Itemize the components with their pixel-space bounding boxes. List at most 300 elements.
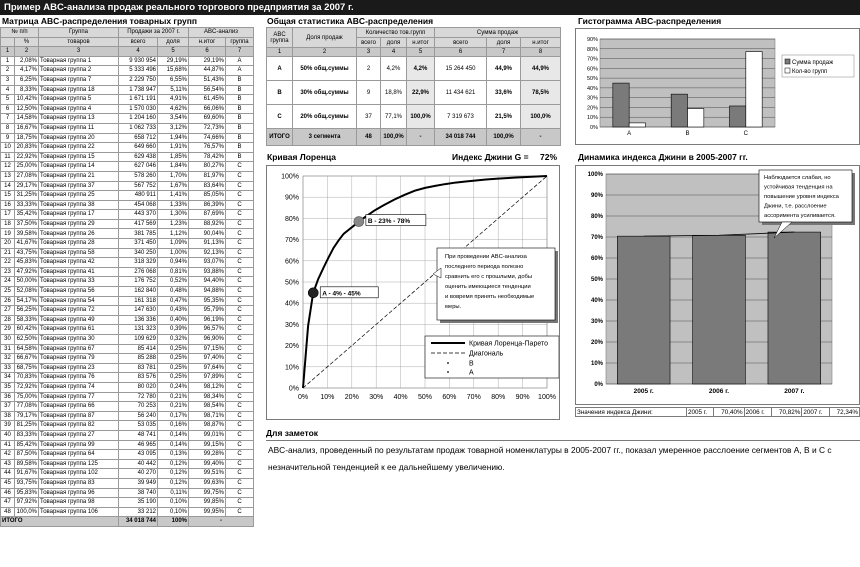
table-row bbox=[1, 411, 254, 421]
stats-cell: 9 bbox=[357, 81, 381, 105]
matrix-cell: C bbox=[226, 267, 254, 277]
matrix-cell: 90,04% bbox=[189, 229, 226, 239]
matrix-cell: 99,40% bbox=[189, 459, 226, 469]
matrix-cell: 2,08% bbox=[15, 56, 39, 66]
matrix-cell: Товарная группа 18 bbox=[39, 85, 119, 95]
histogram-chart bbox=[576, 29, 859, 144]
matrix-total-cell: 34 018 744 bbox=[119, 517, 158, 527]
matrix-cell: 83 781 bbox=[119, 363, 158, 373]
matrix-cell: 61,45% bbox=[189, 95, 226, 105]
table-row bbox=[1, 287, 254, 297]
matrix-cell: 20 bbox=[1, 239, 15, 249]
matrix-cell: 1 062 733 bbox=[119, 123, 158, 133]
matrix-cell: 12 bbox=[1, 162, 15, 172]
matrix-cell: 70,83% bbox=[15, 373, 39, 383]
matrix-cell: Товарная группа 76 bbox=[39, 373, 119, 383]
table-row bbox=[1, 363, 254, 373]
note-line: Джини, т.е. расслоение bbox=[764, 203, 827, 210]
y-tick-label: 60% bbox=[586, 66, 598, 73]
matrix-cell: 35 190 bbox=[119, 498, 158, 508]
matrix-cell: 80,27% bbox=[189, 162, 226, 172]
matrix-cell: 6,55% bbox=[158, 75, 189, 85]
matrix-cell: 10,42% bbox=[15, 95, 39, 105]
table-row bbox=[1, 171, 254, 181]
matrix-cell: Товарная группа 38 bbox=[39, 200, 119, 210]
matrix-cell: 1,12% bbox=[158, 229, 189, 239]
matrix-cell: 8,33% bbox=[15, 85, 39, 95]
y-tick-label: 10% bbox=[586, 115, 598, 122]
matrix-cell: Товарная группа 66 bbox=[39, 402, 119, 412]
table-row bbox=[1, 210, 254, 220]
stats-col-sum-part: доля bbox=[487, 38, 521, 48]
table-row bbox=[1, 507, 254, 517]
matrix-cell: 0,47% bbox=[158, 296, 189, 306]
matrix-cell: Товарная группа 54 bbox=[39, 296, 119, 306]
matrix-cell: C bbox=[226, 219, 254, 229]
stats-cell: C bbox=[267, 105, 293, 129]
stats-col-sum-cum: н.итог bbox=[521, 38, 561, 48]
matrix-total-cell: - bbox=[189, 517, 254, 527]
matrix-cell: 1 570 030 bbox=[119, 104, 158, 114]
matrix-cell: 78,42% bbox=[189, 152, 226, 162]
gini-value-cell: 2005 г. bbox=[687, 408, 714, 417]
histogram-title: Гистограмма ABC-распределения bbox=[578, 16, 722, 26]
stats-col-count-total: всего bbox=[357, 38, 381, 48]
legend-swatch bbox=[447, 371, 449, 373]
x-tick-label: 20% bbox=[344, 394, 359, 401]
matrix-cell: 2 bbox=[1, 66, 15, 76]
matrix-cell: 58,33% bbox=[15, 315, 39, 325]
matrix-cell: 318 329 bbox=[119, 258, 158, 268]
matrix-cell: 0,12% bbox=[158, 469, 189, 479]
matrix-cell: Товарная группа 96 bbox=[39, 488, 119, 498]
stats-cell: 30% общ.суммы bbox=[293, 81, 357, 105]
legend-label: A bbox=[469, 369, 474, 377]
matrix-cell: 0,10% bbox=[158, 507, 189, 517]
bar bbox=[629, 123, 645, 127]
matrix-cell: 10 bbox=[1, 143, 15, 153]
matrix-cell: C bbox=[226, 277, 254, 287]
matrix-cell: 72,73% bbox=[189, 123, 226, 133]
table-row bbox=[1, 229, 254, 239]
matrix-cell: 40 270 bbox=[119, 469, 158, 479]
matrix-cell: Товарная группа 72 bbox=[39, 306, 119, 316]
matrix-cell: C bbox=[226, 181, 254, 191]
matrix-cell: 97,89% bbox=[189, 373, 226, 383]
matrix-cell: 176 752 bbox=[119, 277, 158, 287]
stats-cell: 77,1% bbox=[381, 105, 407, 129]
matrix-cell: 0,94% bbox=[158, 258, 189, 268]
x-tick-label: 0% bbox=[297, 394, 309, 401]
matrix-cell: C bbox=[226, 335, 254, 345]
matrix-cell: 1,84% bbox=[158, 162, 189, 172]
matrix-cell: 4 bbox=[1, 85, 15, 95]
matrix-cell: 25 bbox=[1, 287, 15, 297]
matrix-cell: 30 bbox=[1, 335, 15, 345]
dynamics-panel bbox=[575, 165, 860, 405]
matrix-cell: 13 bbox=[1, 171, 15, 181]
matrix-cell: 37,50% bbox=[15, 219, 39, 229]
stats-cell: 4,2% bbox=[407, 57, 435, 81]
matrix-cell: 99,01% bbox=[189, 430, 226, 440]
notes-text[interactable]: ABC-анализ, проведенный по результатам продаж товарной номенклатуры в 2005-2007 гг., показал умеренное расслоение сегментов А, В и С с незначительной тенденцией к ее дальнейшему увеличению. bbox=[266, 440, 860, 567]
matrix-cell: Товарная группа 20 bbox=[39, 133, 119, 143]
matrix-cell: B bbox=[226, 123, 254, 133]
matrix-cell: 95,35% bbox=[189, 296, 226, 306]
matrix-total-cell: ИТОГО bbox=[1, 517, 119, 527]
matrix-cell: 33 212 bbox=[119, 507, 158, 517]
matrix-cell: 45,83% bbox=[15, 258, 39, 268]
note-line: последнего периода полезно bbox=[445, 264, 524, 270]
matrix-cell: 89,58% bbox=[15, 459, 39, 469]
matrix-cell: 1,70% bbox=[158, 171, 189, 181]
bar bbox=[730, 106, 746, 127]
matrix-cell: 99,85% bbox=[189, 498, 226, 508]
matrix-cell: 87,69% bbox=[189, 210, 226, 220]
matrix-cell: 50,00% bbox=[15, 277, 39, 287]
y-tick-label: 0% bbox=[590, 125, 598, 131]
matrix-cell: 43 095 bbox=[119, 450, 158, 460]
matrix-cell: 85,42% bbox=[15, 440, 39, 450]
col-abc: ABC-анализ bbox=[189, 28, 254, 38]
stats-cell: 18,8% bbox=[381, 81, 407, 105]
matrix-cell: 443 370 bbox=[119, 210, 158, 220]
matrix-cell: 1,09% bbox=[158, 239, 189, 249]
y-tick-label: 80% bbox=[586, 46, 598, 53]
matrix-cell: C bbox=[226, 430, 254, 440]
matrix-cell: 147 630 bbox=[119, 306, 158, 316]
matrix-cell: 100,0% bbox=[15, 507, 39, 517]
x-tick-label: 40% bbox=[393, 394, 408, 401]
table-row bbox=[1, 382, 254, 392]
note-line: Наблюдается слабая, но bbox=[764, 175, 831, 181]
note-line: оценить имеющиеся тенденции bbox=[445, 284, 531, 290]
table-row bbox=[1, 354, 254, 364]
matrix-cell: Товарная группа 27 bbox=[39, 430, 119, 440]
matrix-cell: 51,43% bbox=[189, 75, 226, 85]
matrix-cell: 97,40% bbox=[189, 354, 226, 364]
stats-col-count: Количество тов.групп bbox=[357, 28, 435, 38]
y-tick-label: 100% bbox=[281, 173, 299, 181]
matrix-cell: 22 bbox=[1, 258, 15, 268]
matrix-cell: 1,23% bbox=[158, 219, 189, 229]
legend-label: Сумма продаж bbox=[792, 60, 834, 66]
matrix-cell: 46 965 bbox=[119, 440, 158, 450]
matrix-cell: C bbox=[226, 296, 254, 306]
matrix-cell: Товарная группа 29 bbox=[39, 219, 119, 229]
matrix-title: Матрица ABC-распределения товарных групп bbox=[2, 16, 198, 26]
matrix-cell: 38 bbox=[1, 411, 15, 421]
matrix-cell: 417 569 bbox=[119, 219, 158, 229]
matrix-cell: 0,13% bbox=[158, 450, 189, 460]
matrix-cell: 629 438 bbox=[119, 152, 158, 162]
matrix-cell: 80 020 bbox=[119, 382, 158, 392]
y-tick-label: 30% bbox=[586, 95, 598, 102]
col-total: всего bbox=[119, 37, 158, 47]
table-row bbox=[1, 335, 254, 345]
matrix-cell: B bbox=[226, 104, 254, 114]
matrix-cell: 32 bbox=[1, 354, 15, 364]
matrix-cell: 53 035 bbox=[119, 421, 158, 431]
stats-cell: 20% общ.суммы bbox=[293, 105, 357, 129]
matrix-cell: B bbox=[226, 85, 254, 95]
matrix-cell: 0,10% bbox=[158, 498, 189, 508]
gini-value-cell: 70,82% bbox=[772, 408, 802, 417]
x-tick-label: 2005 г. bbox=[633, 388, 654, 395]
table-row bbox=[1, 191, 254, 201]
point-b bbox=[354, 217, 364, 227]
x-tick-label: 100% bbox=[538, 394, 556, 401]
matrix-cell: 43,75% bbox=[15, 248, 39, 258]
matrix-cell: 8 bbox=[1, 123, 15, 133]
matrix-cell: 68,75% bbox=[15, 363, 39, 373]
matrix-cell: C bbox=[226, 488, 254, 498]
matrix-cell: 69,60% bbox=[189, 114, 226, 124]
matrix-cell: 0,81% bbox=[158, 267, 189, 277]
stats-cell: 15 264 450 bbox=[435, 57, 487, 81]
matrix-cell: 1,41% bbox=[158, 191, 189, 201]
matrix-cell: 97,15% bbox=[189, 344, 226, 354]
matrix-cell: 94,88% bbox=[189, 287, 226, 297]
matrix-cell: Товарная группа 13 bbox=[39, 114, 119, 124]
point-a-label bbox=[320, 287, 378, 298]
matrix-cell: 14,58% bbox=[15, 114, 39, 124]
matrix-cell: C bbox=[226, 478, 254, 488]
lorenz-chart bbox=[267, 166, 559, 419]
label-text: A - 4% - 45% bbox=[322, 290, 361, 298]
matrix-cell: 34 bbox=[1, 373, 15, 383]
gini-value-cell: 70,40% bbox=[714, 408, 744, 417]
legend-label: Кривая Лоренца-Парето bbox=[469, 340, 549, 348]
matrix-cell: 99,63% bbox=[189, 478, 226, 488]
y-tick-label: 90% bbox=[284, 194, 299, 202]
stats-total-cell: 100,0% bbox=[381, 129, 407, 146]
abc-matrix-table bbox=[0, 27, 254, 527]
notes-title: Для заметок bbox=[266, 428, 319, 438]
stats-col-num: 5 bbox=[407, 48, 435, 57]
stats-cell: 44,9% bbox=[521, 57, 561, 81]
matrix-cell: Товарная группа 99 bbox=[39, 440, 119, 450]
matrix-cell: C bbox=[226, 315, 254, 325]
matrix-cell: 85,05% bbox=[189, 191, 226, 201]
matrix-cell: 2 229 750 bbox=[119, 75, 158, 85]
stats-cell: 4,2% bbox=[381, 57, 407, 81]
matrix-col-num: 2 bbox=[15, 47, 39, 57]
matrix-cell: C bbox=[226, 450, 254, 460]
col-group-2: товаров bbox=[39, 37, 119, 47]
matrix-cell: 31,25% bbox=[15, 191, 39, 201]
matrix-cell: 1,00% bbox=[158, 248, 189, 258]
note-line: устойчивая тенденция на bbox=[764, 184, 833, 191]
matrix-cell: 15,68% bbox=[158, 66, 189, 76]
y-tick-label: 70% bbox=[284, 237, 299, 245]
matrix-cell: 40 bbox=[1, 430, 15, 440]
matrix-cell: 276 068 bbox=[119, 267, 158, 277]
matrix-col-num: 4 bbox=[119, 47, 158, 57]
table-row bbox=[1, 143, 254, 153]
stats-col-num: 6 bbox=[435, 48, 487, 57]
y-tick-label: 50% bbox=[590, 277, 603, 283]
matrix-cell: 0,32% bbox=[158, 335, 189, 345]
matrix-cell: 1,30% bbox=[158, 210, 189, 220]
matrix-cell: 97,92% bbox=[15, 498, 39, 508]
table-row bbox=[1, 478, 254, 488]
matrix-cell: 48 741 bbox=[119, 430, 158, 440]
matrix-cell: 7 bbox=[1, 114, 15, 124]
x-tick-label: 10% bbox=[320, 394, 335, 401]
x-tick-label: C bbox=[743, 131, 749, 137]
y-tick-label: 90% bbox=[586, 37, 598, 43]
stats-col-num: 4 bbox=[381, 48, 407, 57]
matrix-cell: 98,87% bbox=[189, 421, 226, 431]
bar bbox=[688, 109, 704, 127]
x-tick-label: 2007 г. bbox=[784, 388, 805, 395]
matrix-cell: Товарная группа 41 bbox=[39, 267, 119, 277]
table-row bbox=[1, 430, 254, 440]
matrix-cell: 0,25% bbox=[158, 354, 189, 364]
matrix-cell: 627 046 bbox=[119, 162, 158, 172]
col-abc-group: группа bbox=[226, 37, 254, 47]
matrix-cell: 36 bbox=[1, 392, 15, 402]
matrix-cell: C bbox=[226, 469, 254, 479]
matrix-cell: 35 bbox=[1, 382, 15, 392]
stats-cell: 44,9% bbox=[487, 57, 521, 81]
table-row bbox=[1, 239, 254, 249]
matrix-cell: 0,24% bbox=[158, 382, 189, 392]
matrix-cell: 29,19% bbox=[158, 56, 189, 66]
matrix-cell: 18,75% bbox=[15, 133, 39, 143]
matrix-cell: 99,51% bbox=[189, 469, 226, 479]
matrix-cell: 0,25% bbox=[158, 363, 189, 373]
table-row bbox=[1, 440, 254, 450]
stats-cell: 7 319 673 bbox=[435, 105, 487, 129]
matrix-cell: 161 318 bbox=[119, 296, 158, 306]
matrix-cell: Товарная группа 77 bbox=[39, 392, 119, 402]
x-tick-label: 30% bbox=[369, 394, 384, 401]
note-line: и вовремя принять необходимые bbox=[445, 294, 535, 300]
matrix-cell: 98,54% bbox=[189, 402, 226, 412]
table-row bbox=[267, 105, 561, 129]
stats-col-num: 2 bbox=[293, 48, 357, 57]
matrix-cell: 0,21% bbox=[158, 392, 189, 402]
matrix-cell: 658 712 bbox=[119, 133, 158, 143]
matrix-cell: 38 740 bbox=[119, 488, 158, 498]
matrix-cell: 11 bbox=[1, 152, 15, 162]
matrix-cell: 16 bbox=[1, 200, 15, 210]
matrix-cell: 22,92% bbox=[15, 152, 39, 162]
matrix-col-num: 5 bbox=[158, 47, 189, 57]
lorenz-title: Кривая Лоренца bbox=[267, 152, 337, 162]
matrix-cell: 0,25% bbox=[158, 344, 189, 354]
x-tick-label: 80% bbox=[491, 394, 506, 401]
matrix-cell: Товарная группа 102 bbox=[39, 469, 119, 479]
matrix-cell: 14 bbox=[1, 181, 15, 191]
matrix-cell: Товарная группа 15 bbox=[39, 152, 119, 162]
matrix-cell: 99,75% bbox=[189, 488, 226, 498]
matrix-cell: C bbox=[226, 239, 254, 249]
label-text: B - 23% - 78% bbox=[367, 218, 411, 226]
y-tick-label: 40% bbox=[586, 85, 598, 92]
legend-label: Кол-во групп bbox=[792, 69, 828, 75]
matrix-cell: 0,14% bbox=[158, 440, 189, 450]
matrix-cell: C bbox=[226, 162, 254, 172]
matrix-cell: Товарная группа 33 bbox=[39, 277, 119, 287]
stats-total-cell: ИТОГО bbox=[267, 129, 293, 146]
point-b-label bbox=[366, 215, 426, 226]
matrix-cell: 33 bbox=[1, 363, 15, 373]
gini-value-cell: 2007 г. bbox=[802, 408, 829, 417]
matrix-cell: C bbox=[226, 507, 254, 517]
gini-values-table bbox=[575, 407, 860, 417]
matrix-cell: 60,42% bbox=[15, 325, 39, 335]
stats-total-cell: 3 сегмента bbox=[293, 129, 357, 146]
matrix-cell: Товарная группа 37 bbox=[39, 181, 119, 191]
y-tick-label: 60% bbox=[284, 258, 299, 266]
y-tick-label: 0% bbox=[288, 385, 299, 393]
matrix-cell: 96,19% bbox=[189, 315, 226, 325]
matrix-cell: 0,17% bbox=[158, 411, 189, 421]
stats-total-cell: 48 bbox=[357, 129, 381, 146]
col-np: № п/п bbox=[1, 28, 39, 38]
table-row bbox=[1, 392, 254, 402]
matrix-cell: Товарная группа 82 bbox=[39, 421, 119, 431]
matrix-cell: 95,79% bbox=[189, 306, 226, 316]
y-tick-label: 70% bbox=[586, 56, 598, 63]
gini-label: Индекс Джини G = bbox=[452, 152, 529, 162]
matrix-cell: Товарная группа 25 bbox=[39, 191, 119, 201]
matrix-cell: C bbox=[226, 459, 254, 469]
y-tick-label: 80% bbox=[590, 214, 603, 220]
matrix-cell: 40 442 bbox=[119, 459, 158, 469]
matrix-cell: 29,17% bbox=[15, 181, 39, 191]
matrix-cell: 480 911 bbox=[119, 191, 158, 201]
matrix-total-cell: 100% bbox=[158, 517, 189, 527]
table-row bbox=[1, 306, 254, 316]
note-line: При проведении ABC-анализа bbox=[445, 254, 527, 260]
gini-values-label: Значения индекса Джини: bbox=[576, 408, 687, 417]
stats-cell: 22,9% bbox=[407, 81, 435, 105]
y-tick-label: 20% bbox=[590, 340, 603, 346]
matrix-cell: 0,21% bbox=[158, 402, 189, 412]
matrix-cell: 56,25% bbox=[15, 306, 39, 316]
table-row bbox=[1, 123, 254, 133]
table-row bbox=[1, 421, 254, 431]
matrix-cell: 37 bbox=[1, 402, 15, 412]
matrix-cell: C bbox=[226, 363, 254, 373]
y-tick-label: 80% bbox=[284, 215, 299, 223]
matrix-cell: 46 bbox=[1, 488, 15, 498]
matrix-cell: Товарная группа 64 bbox=[39, 450, 119, 460]
bar bbox=[671, 94, 687, 127]
stats-col-num: 3 bbox=[357, 48, 381, 57]
stats-col-num: 7 bbox=[487, 48, 521, 57]
matrix-cell: C bbox=[226, 210, 254, 220]
lorenz-panel bbox=[266, 165, 560, 420]
col-pct: % bbox=[15, 37, 39, 47]
table-row bbox=[1, 325, 254, 335]
table-row bbox=[1, 488, 254, 498]
matrix-cell: 98,34% bbox=[189, 392, 226, 402]
matrix-cell: B bbox=[226, 75, 254, 85]
matrix-cell: 9 930 954 bbox=[119, 56, 158, 66]
matrix-cell: B bbox=[226, 143, 254, 153]
matrix-cell: Товарная группа 42 bbox=[39, 258, 119, 268]
matrix-cell: 15 bbox=[1, 191, 15, 201]
matrix-cell: Товарная группа 21 bbox=[39, 171, 119, 181]
matrix-cell: 25,00% bbox=[15, 162, 39, 172]
table-row bbox=[1, 114, 254, 124]
matrix-cell: Товарная группа 98 bbox=[39, 498, 119, 508]
